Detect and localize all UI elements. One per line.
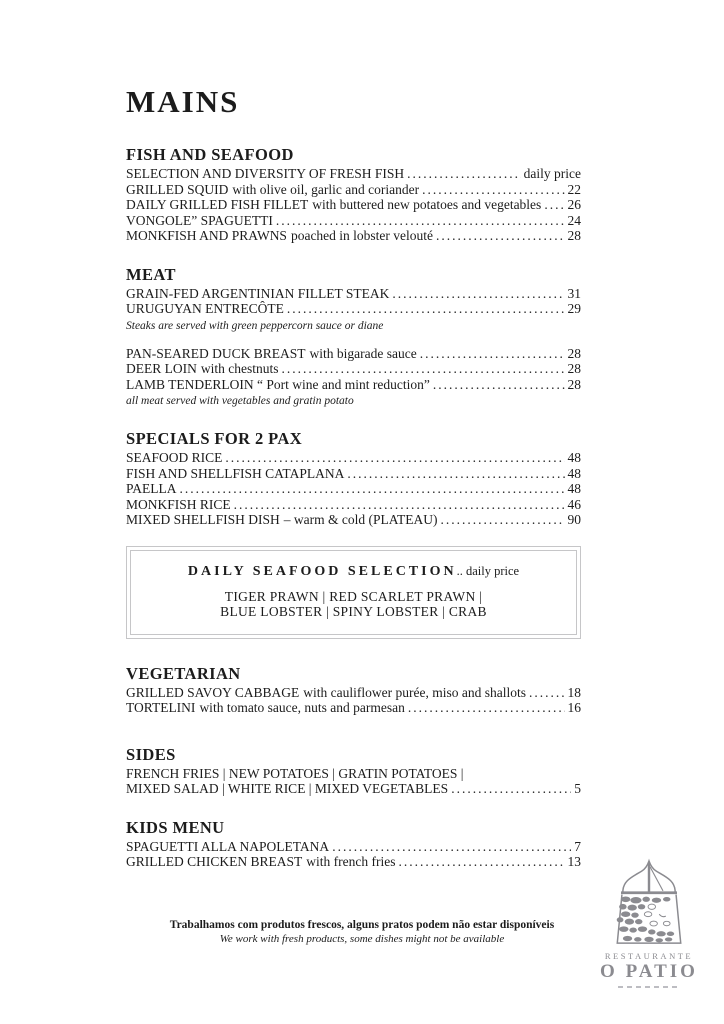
item-price: daily price <box>523 166 581 181</box>
item-price: 48 <box>567 481 581 496</box>
section-sides <box>126 746 581 797</box>
item-name: MIXED SHELLFISH DISH <box>126 512 280 527</box>
box-seafood-line: BLUE LOBSTER | SPINY LOBSTER | CRAB <box>220 604 487 619</box>
item-price: 18 <box>567 684 581 700</box>
section-vegetarian <box>126 665 581 716</box>
dot-leader <box>407 166 520 182</box>
item-price: 90 <box>567 512 581 527</box>
item-name: LAMB TENDERLOIN “ Port wine and mint reduction” <box>126 376 430 392</box>
menu-item <box>126 228 581 244</box>
menu-item <box>126 781 581 797</box>
dot-leader <box>332 839 571 855</box>
menu-item-plain: FRENCH FRIES | NEW POTATOES | GRATIN POTATOES | <box>126 765 464 781</box>
dot-leader <box>433 377 565 393</box>
dot-leader <box>451 781 571 797</box>
item-name: GRAIN-FED ARGENTINIAN FILLET STEAK <box>126 285 390 301</box>
menu-content <box>126 86 581 870</box>
section-title: KIDS MENU <box>126 817 225 837</box>
item-name: MONKFISH AND PRAWNS <box>126 228 287 243</box>
section-specials-for-2-pax <box>126 430 581 528</box>
section-meat <box>126 266 581 409</box>
item-desc: with cauliflower purée, miso and shallots <box>303 684 526 700</box>
dot-leader <box>436 228 564 244</box>
dot-leader <box>392 286 564 302</box>
dot-leader <box>529 685 565 701</box>
item-price: 24 <box>567 212 581 228</box>
item-name: PAN-SEARED DUCK BREAST <box>126 345 306 361</box>
item-price: 26 <box>567 197 581 212</box>
box-title-price: .. daily price <box>456 563 520 578</box>
item-name: MIXED SALAD | WHITE RICE | MIXED VEGETABLES <box>126 781 449 796</box>
item-price: 48 <box>567 450 581 465</box>
item-name: FISH AND SHELLFISH CATAPLANA <box>126 465 345 481</box>
item-name: SELECTION AND DIVERSITY OF FRESH FISH <box>126 166 405 181</box>
restaurant-logo <box>594 857 704 988</box>
item-price: 28 <box>567 376 581 392</box>
box-seafood-line: TIGER PRAWN | RED SCARLET PRAWN | <box>224 588 483 604</box>
item-price: 28 <box>567 228 581 243</box>
menu-item <box>126 377 581 393</box>
footer-note-en: We work with fresh products, some dishes might not be available <box>219 933 505 945</box>
menu-item <box>126 466 581 482</box>
menu-item <box>126 361 581 377</box>
item-name: MONKFISH RICE <box>126 496 231 512</box>
item-name: TORTELINI <box>126 700 196 715</box>
menu-item <box>126 346 581 362</box>
daily-seafood-box-inner <box>130 550 577 635</box>
menu-item <box>126 301 581 317</box>
section-title: SPECIALS FOR 2 PAX <box>126 429 303 448</box>
sections-bottom <box>126 665 581 870</box>
menu-item <box>126 497 581 513</box>
item-name: URUGUYAN ENTRECÔTE <box>126 301 284 316</box>
dot-leader <box>408 700 565 716</box>
dot-leader <box>347 466 564 482</box>
logo-name-text: O PATIO <box>600 961 698 982</box>
item-price: 13 <box>567 854 581 869</box>
menu-item <box>126 197 581 213</box>
item-name: PAELLA <box>126 481 177 496</box>
dot-leader <box>544 197 564 213</box>
menu-item <box>126 481 581 497</box>
menu-item <box>126 700 581 716</box>
dot-leader <box>282 361 565 377</box>
dot-leader <box>398 854 564 870</box>
menu-item <box>126 286 581 302</box>
item-name: SPAGUETTI ALLA NAPOLETANA <box>126 838 330 854</box>
item-desc: with olive oil, garlic and coriander <box>232 181 420 197</box>
item-price: 16 <box>567 700 581 715</box>
section-note: all meat served with vegetables and gratin potato <box>126 395 354 407</box>
item-price: 31 <box>567 285 581 301</box>
dot-leader <box>422 182 564 198</box>
section-title: MEAT <box>126 264 176 284</box>
menu-item <box>126 166 581 182</box>
dot-leader <box>234 497 565 513</box>
footer-note-pt: Trabalhamos com produtos frescos, alguns pratos podem não estar disponíveis <box>169 919 555 931</box>
item-price: 29 <box>567 301 581 316</box>
item-price: 7 <box>574 838 581 854</box>
item-name: VONGOLE” SPAGUETTI <box>126 212 273 228</box>
dot-leader <box>287 301 565 317</box>
menu-item <box>126 512 581 528</box>
item-price: 5 <box>574 781 581 796</box>
item-price: 28 <box>567 361 581 376</box>
sections-top <box>126 146 581 528</box>
item-price: 48 <box>567 465 581 481</box>
section-kids-menu <box>126 819 581 870</box>
logo-restaurante-text: RESTAURANTE <box>604 951 694 961</box>
chimney-logo-icon <box>607 857 691 949</box>
dot-leader <box>180 481 565 497</box>
section-title: FISH AND SEAFOOD <box>126 145 294 164</box>
dot-leader <box>276 213 565 229</box>
item-desc: – warm & cold (PLATEAU) <box>283 512 438 527</box>
item-name: GRILLED SQUID <box>126 181 229 197</box>
item-name: SEAFOOD RICE <box>126 450 223 465</box>
item-desc: with tomato sauce, nuts and parmesan <box>199 700 405 715</box>
section-title: SIDES <box>126 744 176 764</box>
item-desc: with bigarade sauce <box>309 345 417 361</box>
box-title <box>141 563 566 580</box>
dot-leader <box>225 450 564 466</box>
daily-seafood-box <box>126 546 581 639</box>
logo-dates-illegible <box>618 986 680 988</box>
menu-item <box>126 182 581 198</box>
section-title: VEGETARIAN <box>126 663 241 683</box>
menu-item <box>126 685 581 701</box>
menu-item <box>126 839 581 855</box>
item-desc: poached in lobster velouté <box>290 228 434 243</box>
dot-leader <box>441 512 565 528</box>
item-price: 22 <box>567 181 581 197</box>
item-name: GRILLED CHICKEN BREAST <box>126 854 303 869</box>
box-title-text: DAILY SEAFOOD SELECTION <box>187 563 457 579</box>
section-fish-and-seafood <box>126 146 581 244</box>
item-name: GRILLED SAVOY CABBAGE <box>126 684 300 700</box>
item-desc: with chestnuts <box>200 361 279 376</box>
item-desc: with french fries <box>306 854 396 869</box>
dot-leader <box>420 346 565 362</box>
menu-item <box>126 450 581 466</box>
spacer <box>126 333 581 346</box>
menu-item <box>126 213 581 229</box>
item-desc: with buttered new potatoes and vegetables <box>312 197 542 212</box>
item-price: 28 <box>567 345 581 361</box>
item-price: 46 <box>567 496 581 512</box>
item-name: DAILY GRILLED FISH FILLET <box>126 197 309 212</box>
section-note: Steaks are served with green peppercorn sauce or diane <box>126 319 384 332</box>
menu-item <box>126 854 581 870</box>
page-title: MAINS <box>126 84 240 119</box>
item-name: DEER LOIN <box>126 361 197 376</box>
